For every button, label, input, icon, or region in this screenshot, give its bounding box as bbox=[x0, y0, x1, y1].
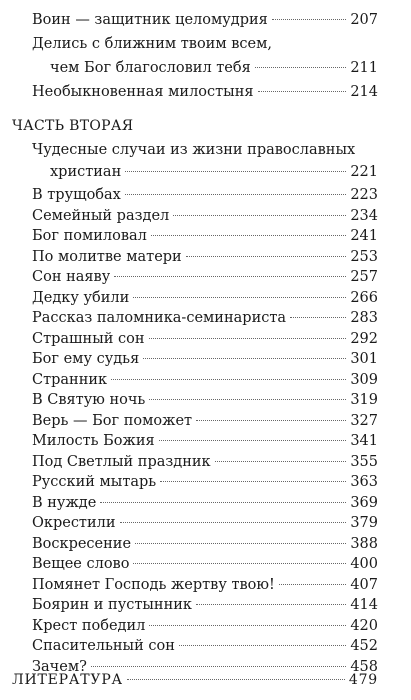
entry-page-number: 420 bbox=[350, 617, 378, 634]
entry-title: Дедку убили bbox=[32, 289, 130, 306]
leader-dots bbox=[91, 666, 346, 667]
entry-page-number: 309 bbox=[350, 371, 378, 388]
entry-title: Рассказ паломника-семинариста bbox=[32, 310, 287, 326]
entry-title: В нужде bbox=[32, 494, 97, 511]
leader-dots bbox=[279, 584, 346, 585]
entry-page-number: 388 bbox=[350, 535, 378, 552]
entry-page-number: 479 bbox=[348, 672, 378, 688]
entry-title: Спасительный сон bbox=[32, 638, 175, 654]
leader-dots bbox=[149, 625, 346, 626]
entry-page-number: 458 bbox=[350, 658, 378, 675]
entry-page-number: 400 bbox=[350, 556, 378, 572]
toc-entry bbox=[32, 8, 378, 32]
entry-page-number: 241 bbox=[350, 228, 378, 244]
leader-dots bbox=[255, 67, 347, 68]
entry-title: Странник bbox=[32, 371, 108, 388]
entry-page-number: 341 bbox=[350, 433, 378, 449]
entry-page-number: 452 bbox=[350, 638, 378, 654]
leader-dots bbox=[290, 317, 346, 318]
entry-title: В Святую ночь bbox=[32, 392, 146, 408]
toc-entry-line1: Чудесные случаи из жизни православных bbox=[32, 142, 356, 158]
leader-dots bbox=[135, 543, 346, 544]
entry-title: Необыкновенная милостыня bbox=[32, 84, 254, 100]
section-heading: ЧАСТЬ ВТОРАЯ bbox=[12, 118, 134, 134]
leader-dots bbox=[114, 276, 346, 277]
entry-page-number: 234 bbox=[350, 207, 378, 224]
leader-dots bbox=[196, 604, 346, 605]
entry-page-number: 355 bbox=[350, 453, 378, 470]
literature-heading: ЛИТЕРАТУРА bbox=[12, 672, 123, 688]
leader-dots bbox=[125, 171, 346, 172]
leader-dots bbox=[149, 399, 346, 400]
entry-page-number: 292 bbox=[350, 330, 378, 347]
entry-page-number: 283 bbox=[350, 310, 378, 326]
entry-title: Воскресение bbox=[32, 535, 132, 552]
entry-title: Верь — Бог поможет bbox=[32, 412, 193, 429]
entry-title: По молитве матери bbox=[32, 248, 182, 265]
entry-page-number: 301 bbox=[350, 351, 378, 367]
entry-title: христиан bbox=[50, 164, 122, 180]
leader-dots bbox=[179, 645, 346, 646]
toc-entry bbox=[50, 56, 378, 80]
toc-entry bbox=[50, 160, 378, 184]
leader-dots bbox=[125, 194, 346, 195]
entry-page-number: 214 bbox=[350, 84, 378, 100]
entry-page-number: 414 bbox=[350, 597, 378, 613]
leader-dots bbox=[111, 379, 346, 380]
leader-dots bbox=[149, 338, 347, 339]
entry-page-number: 253 bbox=[350, 248, 378, 265]
entry-title: Вещее слово bbox=[32, 556, 130, 572]
leader-dots bbox=[215, 461, 347, 462]
entry-title: Воин — защитник целомудрия bbox=[32, 12, 268, 28]
entry-title: Сон наяву bbox=[32, 269, 111, 285]
leader-dots bbox=[151, 235, 346, 236]
entry-title: Бог помиловал bbox=[32, 228, 147, 244]
entry-title: Страшный сон bbox=[32, 330, 145, 347]
entry-title: Помянет Господь жертву твою! bbox=[32, 576, 275, 593]
leader-dots bbox=[258, 91, 347, 92]
entry-title: Бог ему судья bbox=[32, 351, 140, 367]
leader-dots bbox=[173, 215, 346, 216]
leader-dots bbox=[160, 481, 346, 482]
entry-title: Русский мытарь bbox=[32, 474, 157, 490]
toc-entry-literature bbox=[12, 668, 378, 692]
entry-page-number: 319 bbox=[350, 392, 378, 408]
entry-title: Крест победил bbox=[32, 617, 146, 634]
leader-dots bbox=[100, 502, 346, 503]
entry-page-number: 407 bbox=[350, 576, 378, 593]
leader-dots bbox=[159, 440, 347, 441]
entry-page-number: 363 bbox=[350, 474, 378, 490]
leader-dots bbox=[133, 297, 346, 298]
leader-dots bbox=[133, 563, 346, 564]
entry-page-number: 327 bbox=[350, 412, 378, 429]
leader-dots bbox=[272, 19, 346, 20]
entry-title: Окрестили bbox=[32, 515, 116, 531]
toc-entry-line1: Делись с ближним твоим всем, bbox=[32, 36, 272, 52]
leader-dots bbox=[143, 358, 346, 359]
toc-entry bbox=[32, 80, 378, 104]
leader-dots bbox=[127, 679, 345, 680]
entry-title: Семейный раздел bbox=[32, 207, 170, 224]
leader-dots bbox=[196, 420, 346, 421]
entry-page-number: 207 bbox=[350, 12, 378, 28]
entry-page-number: 379 bbox=[350, 515, 378, 531]
entry-title: Под Светлый праздник bbox=[32, 453, 211, 470]
entry-title: Боярин и пустынник bbox=[32, 597, 192, 613]
entry-page-number: 266 bbox=[350, 289, 378, 306]
leader-dots bbox=[186, 256, 347, 257]
entry-page-number: 221 bbox=[350, 164, 378, 180]
entry-page-number: 257 bbox=[350, 269, 378, 285]
entry-title: Зачем? bbox=[32, 658, 87, 675]
entry-page-number: 223 bbox=[350, 187, 378, 203]
entry-title: Милость Божия bbox=[32, 433, 155, 449]
entry-title: чем Бог благословил тебя bbox=[50, 60, 251, 76]
entry-title: В трущобах bbox=[32, 187, 121, 203]
entry-page-number: 369 bbox=[350, 494, 378, 511]
entry-page-number: 211 bbox=[350, 60, 378, 76]
leader-dots bbox=[120, 522, 347, 523]
